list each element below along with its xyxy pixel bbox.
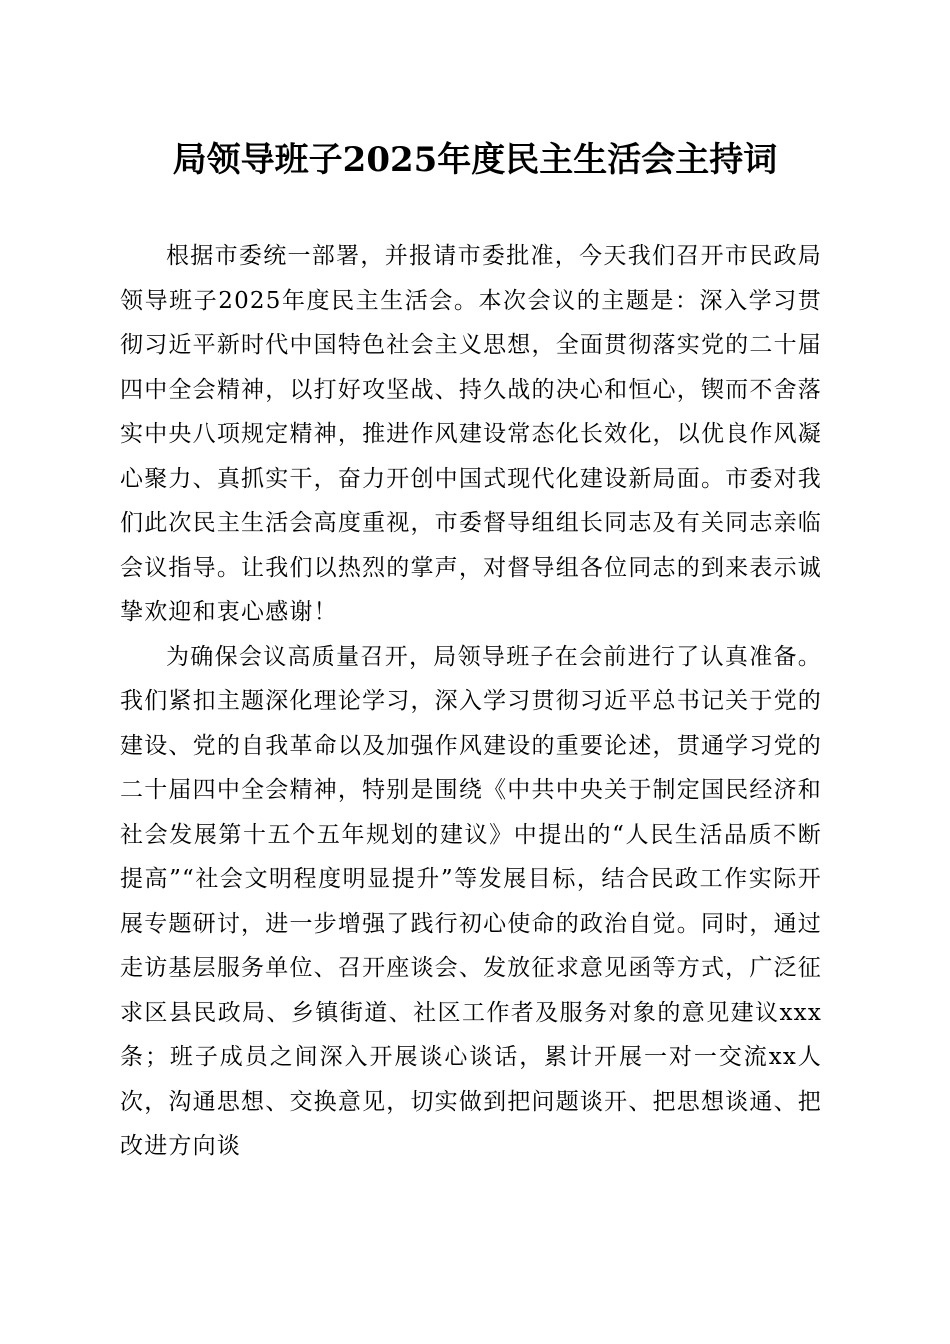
paragraph-preparation: 为确保会议高质量召开，局领导班子在会前进行了认真准备。我们紧扣主题深化理论学习，深入学习贯彻习近平总书记关于党的建设、党的自我革命以及加强作风建设的重要论述，贯通学习党的二十届四中全会精神，特别是围绕《中共中央关于制定国民经济和社会发展第十五个五年规划的建议》中提出的“人民生活品质不断提高”“社会文明程度明显提升”等发展目标，结合民政工作实际开展专题研讨，进一步增强了践行初心使命的政治自觉。同时，通过走访基层服务单位、召开座谈会、发放征求意见函等方式，广泛征求区县民政局、乡镇街道、社区工作者及服务对象的意见建议xxx条；班子成员之间深入开展谈心谈话，累计开展一对一交流xx人次，沟通思想、交换意见，切实做到把问题谈开、把思想谈通、把改进方向谈 xyxy=(120,643,822,1159)
document-body xyxy=(120,234,822,1169)
paragraph-opening: 根据市委统一部署，并报请市委批准，今天我们召开市民政局领导班子2025年度民主生活会。本次会议的主题是：深入学习贯彻习近平新时代中国特色社会主义思想，全面贯彻落实党的二十届四中全会精神，以打好攻坚战、持久战的决心和恒心，锲而不舍落实中央八项规定精神，推进作风建设常态化长效化，以优良作风凝心聚力、真抓实干，奋力开创中国式现代化建设新局面。市委对我们此次民主生活会高度重视，市委督导组组长同志及有关同志亲临会议指导。让我们以热烈的掌声，对督导组各位同志的到来表示诚挚欢迎和衷心感谢！ xyxy=(120,243,822,625)
document-title: 局领导班子2025年度民主生活会主持词 xyxy=(172,140,778,180)
